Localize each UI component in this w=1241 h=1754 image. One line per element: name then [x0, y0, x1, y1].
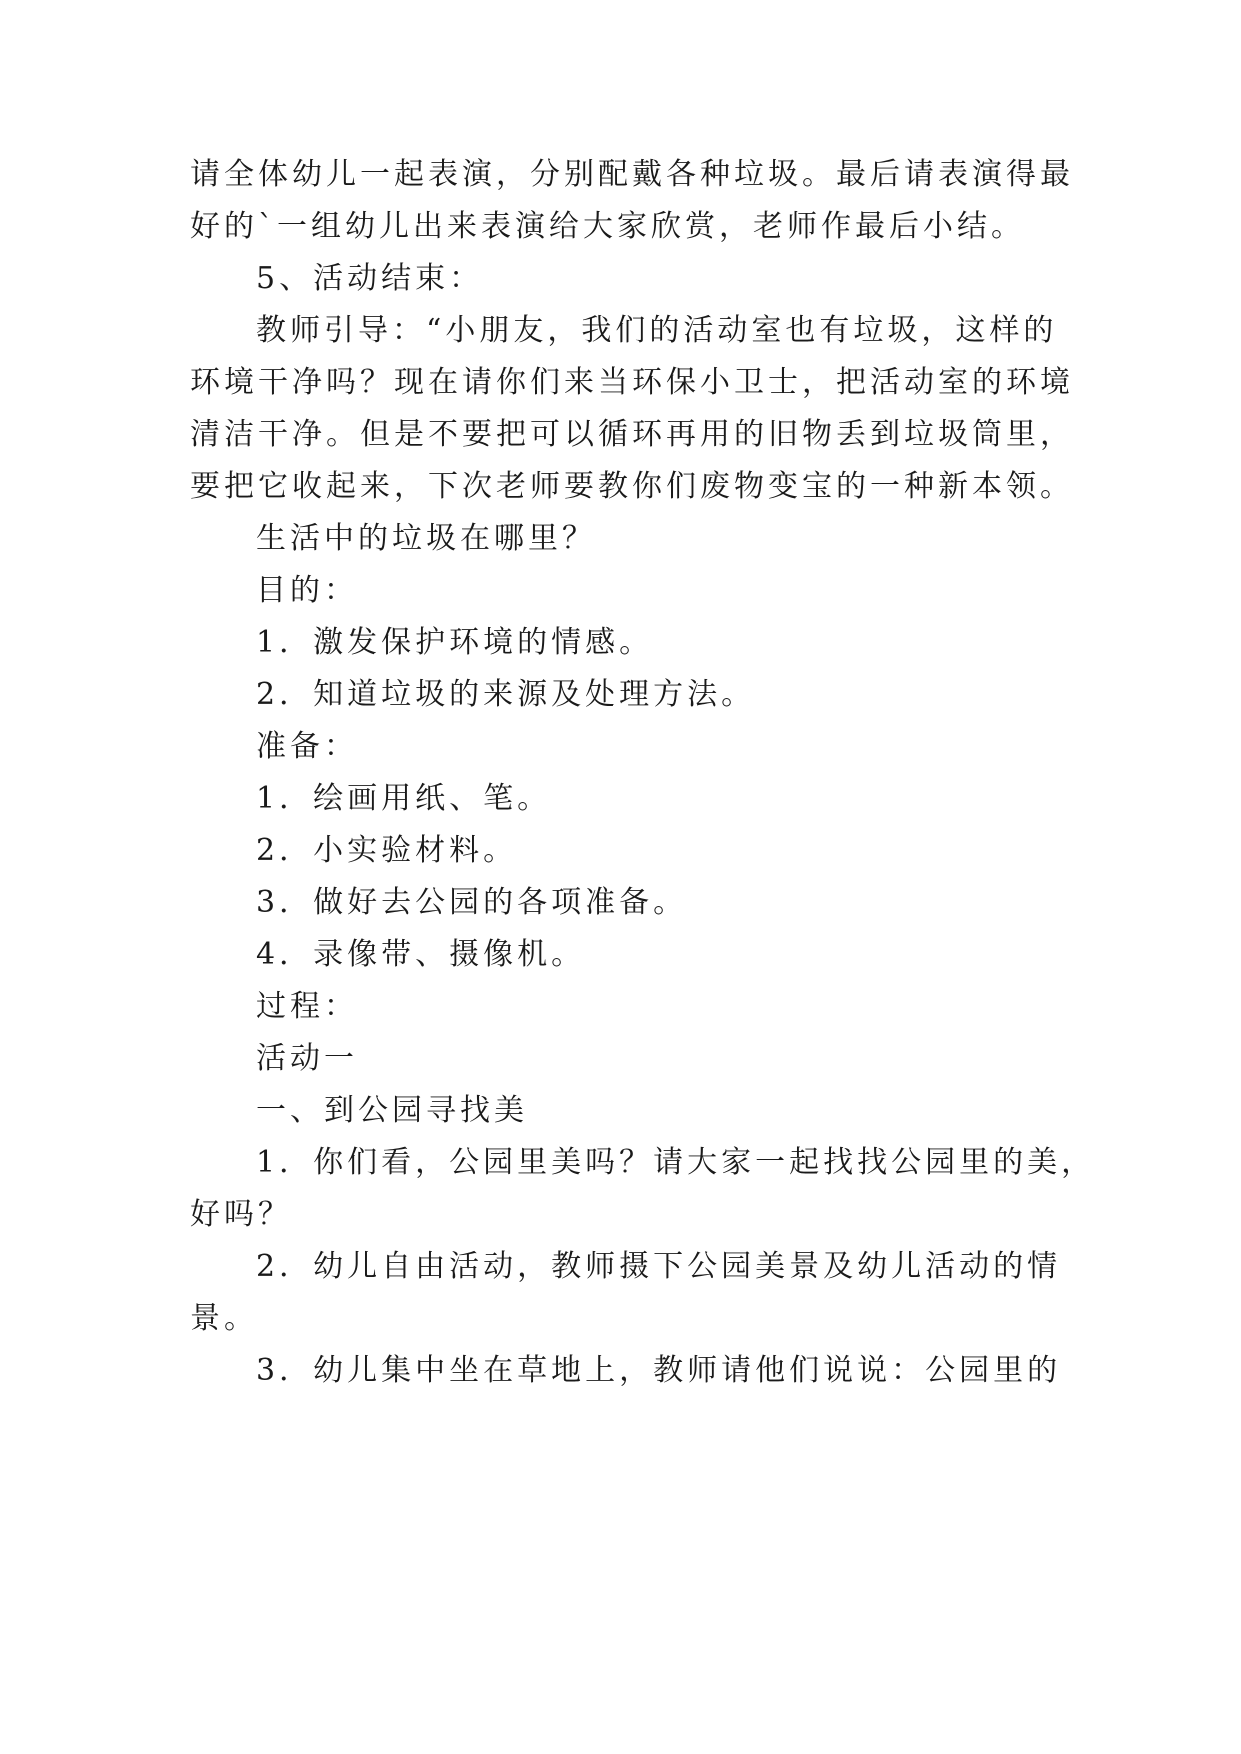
- text-line: 清洁干净。但是不要把可以循环再用的旧物丢到垃圾筒里，: [190, 417, 1074, 452]
- list-item: 3．幼儿集中坐在草地上，教师请他们说说：公园里的: [256, 1353, 1062, 1388]
- section-heading: 准备：: [256, 729, 358, 764]
- text-line: 环境干净吗？现在请你们来当环保小卫士，把活动室的环境: [190, 365, 1074, 400]
- list-item: 2．知道垃圾的来源及处理方法。: [256, 677, 756, 712]
- list-item: 1．激发保护环境的情感。: [256, 625, 654, 660]
- list-item: 2．幼儿自由活动，教师摄下公园美景及幼儿活动的情: [256, 1249, 1062, 1284]
- section-heading: 一、到公园寻找美: [256, 1093, 528, 1128]
- list-item: 4．录像带、摄像机。: [256, 937, 586, 972]
- text-line: 教师引导：“小朋友，我们的活动室也有垃圾，这样的: [256, 313, 1058, 348]
- text-line: 景。: [190, 1301, 258, 1336]
- list-item: 3．做好去公园的各项准备。: [256, 885, 688, 920]
- list-item: 1．绘画用纸、笔。: [256, 781, 552, 816]
- section-heading: 目的：: [256, 573, 358, 608]
- text-line: 好吗？: [190, 1197, 292, 1232]
- section-title: 生活中的垃圾在哪里？: [256, 521, 596, 556]
- list-item: 1．你们看，公园里美吗？请大家一起找找公园里的美，: [256, 1145, 1096, 1180]
- text-line: 要把它收起来，下次老师要教你们废物变宝的一种新本领。: [190, 469, 1074, 504]
- text-line: 请全体幼儿一起表演，分别配戴各种垃圾。最后请表演得最: [190, 157, 1074, 192]
- section-heading: 活动一: [256, 1041, 358, 1076]
- section-heading: 过程：: [256, 989, 358, 1024]
- section-heading: 5、活动结束：: [256, 261, 484, 296]
- list-item: 2．小实验材料。: [256, 833, 518, 868]
- text-line: 好的`一组幼儿出来表演给大家欣赏，老师作最后小结。: [190, 209, 1025, 244]
